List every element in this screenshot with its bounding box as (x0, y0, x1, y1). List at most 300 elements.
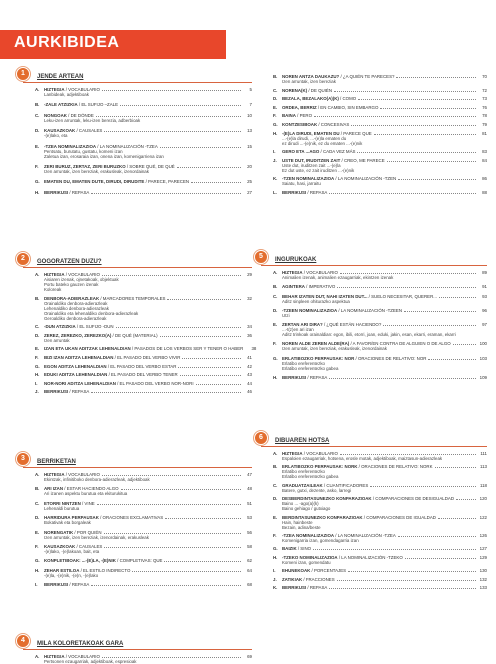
dot-leader (180, 372, 241, 376)
dot-leader (387, 158, 476, 162)
toc-entry-letter: D. (35, 515, 40, 521)
unit-items (261, 266, 487, 380)
unit-number: 5 (259, 253, 263, 260)
toc-entry-title-eu: KAUSAZKOAK (44, 543, 76, 549)
toc-entry-title-es: / DE QUÉ (MATERIAL) (111, 332, 158, 338)
dot-leader (91, 389, 241, 393)
toc-entry[interactable] (273, 568, 487, 573)
toc-entry-page: 5 (249, 87, 252, 92)
toc-entry[interactable] (273, 577, 487, 582)
toc-entry-title (282, 341, 451, 346)
toc-entry-title-es: / ¿QUÉ ESTÁN HACIENDO? (322, 322, 382, 328)
toc-entry[interactable] (273, 158, 487, 173)
toc-entry-letter: A. (35, 472, 40, 477)
toc-entry[interactable] (273, 483, 487, 493)
dot-leader (132, 568, 241, 572)
toc-entry-letter: J. (35, 389, 39, 395)
dot-leader (439, 294, 476, 298)
toc-entry-page: 81 (482, 130, 487, 136)
toc-entry-detail: Lehenaldiko denbora-adierazleak (44, 305, 109, 311)
toc-entry-title-eu: BIZI IZAN ADITZA LEHENALDIAN (44, 354, 114, 360)
unit-header (261, 434, 487, 447)
toc-entry-title-es: / VOCABULARIO (64, 87, 100, 92)
toc-entry-page: 38 (251, 346, 257, 352)
toc-entry-detail: Zaletua izan, erosaraia izan, onena izan, komenigarriena izan (44, 153, 164, 159)
toc-entry[interactable] (35, 272, 252, 292)
dot-leader (164, 558, 241, 562)
unit-section (23, 455, 252, 592)
toc-entry-title (282, 158, 385, 163)
toc-entry-title (44, 190, 89, 195)
toc-entry-letter: D. (273, 496, 278, 502)
toc-entry[interactable] (273, 533, 487, 543)
toc-entry[interactable] (273, 88, 487, 93)
unit-items (23, 650, 252, 664)
toc-entry-detail: Orainaldiko denbora-adierazleak (44, 300, 108, 306)
dot-leader (370, 483, 476, 487)
toc-entry-title (282, 190, 327, 195)
toc-entry[interactable] (35, 113, 252, 123)
toc-entry-title-es: / DE DÓNDE (66, 112, 94, 118)
toc-entry-title-eu: -TZEA NOMINALIZAZIOA (282, 532, 335, 538)
toc-entry-detail: Orainaldiko eta lehenaldiko denbora-adierazleak (44, 310, 139, 316)
unit-title[interactable]: JENDE ARTEAN (37, 74, 84, 80)
dot-leader (104, 544, 241, 548)
toc-entry-detail: Lehenaldi burutua (44, 505, 80, 511)
toc-entry-title (44, 113, 94, 118)
toc-entry-title-es: / REPASA (306, 189, 328, 195)
toc-entry-letter: F. (35, 543, 39, 549)
toc-entry-title-eu: -TZEN NOMINALIZAZIOA (282, 176, 335, 182)
unit-title[interactable]: GOGORATZEN DUZU? (37, 259, 102, 265)
toc-entry-page: 79 (482, 121, 487, 127)
dot-leader (453, 341, 476, 345)
toc-entry-title (44, 544, 102, 549)
toc-entry-title-es: / VOCABULARIO (64, 272, 100, 277)
toc-entry-title-eu: -DUN ATZIZKIA (44, 324, 76, 330)
toc-entry-letter: F. (273, 532, 277, 538)
toc-entry-detail: Erlatibo ereferentezko (282, 469, 325, 475)
toc-entry-detail: Izen arruntak, izen bereziak, erakusleak, izenordainak (44, 168, 149, 174)
toc-entry-title-eu: BERRIKUSI (282, 189, 307, 195)
toc-entry-page: 111 (480, 451, 487, 456)
toc-entry-title (282, 105, 378, 110)
toc-title: AURKIBIDEA (14, 34, 120, 51)
toc-entry[interactable] (35, 333, 252, 343)
toc-entry[interactable] (273, 284, 487, 289)
toc-entry-title-es: / CAUSALES (75, 543, 103, 549)
toc-entry-title-es: / REPASA (68, 389, 90, 395)
toc-entry-title (44, 654, 100, 659)
toc-entry[interactable] (273, 585, 487, 590)
toc-entry-title (44, 296, 165, 301)
toc-entry-title (44, 558, 162, 563)
toc-entry-page: 32 (247, 295, 252, 301)
dot-leader (398, 533, 476, 537)
toc-entry-letter: A. (35, 272, 40, 277)
toc-entry-title-es: / EL SUFIJO -DUN (75, 324, 114, 330)
unit-number: 1 (21, 70, 25, 77)
toc-entry-letter: K. (273, 584, 278, 590)
toc-entry-title-eu: GERO ETA ...AGO (282, 149, 320, 155)
toc-entry-letter: J. (273, 576, 277, 582)
toc-entry[interactable] (273, 322, 487, 337)
unit-section (21, 255, 257, 398)
toc-entry-title-es: / SOBRE QUÉ, DE QUÉ (125, 163, 175, 169)
toc-entry-page: 127 (479, 546, 487, 552)
toc-entry-title-eu: HIZTEGIA (44, 272, 65, 277)
toc-entry[interactable] (273, 356, 487, 371)
toc-entry-title-es: / EL PASADO DEL VERBO VIVIR (113, 354, 181, 360)
toc-entry[interactable] (273, 341, 487, 351)
toc-entry-title (44, 102, 118, 107)
toc-entry-detail: ez dirudi ...-(e)nik, ez du ematen ...-(e)nik (282, 140, 363, 146)
toc-entry-page: 84 (482, 157, 487, 163)
toc-entry[interactable] (35, 515, 252, 525)
toc-entry[interactable] (35, 381, 252, 386)
toc-entry-title-eu: ORDEA, BERRIZ (282, 104, 317, 110)
toc-entry-title-eu: -TZEKO NOMINALIZAZIOA (282, 554, 338, 560)
toc-entry-title-es: / VOCABULARIO (302, 451, 338, 456)
toc-entry-detail: Lanbideak, adjektiboak (44, 92, 89, 97)
toc-entry[interactable] (35, 179, 252, 184)
dot-leader (396, 74, 476, 78)
toc-entry-page: 89 (482, 270, 487, 275)
toc-entry-title (282, 176, 396, 181)
toc-entry-letter: H. (273, 130, 278, 136)
toc-entry-detail: -(e)lako, eta (44, 133, 68, 139)
dot-leader (329, 585, 476, 589)
toc-entry-title-es: / ORACIONES EXCLAMATIVAS (98, 515, 164, 521)
toc-entry-letter: B. (273, 74, 278, 79)
dot-leader (337, 284, 476, 288)
toc-entry[interactable] (273, 515, 487, 530)
toc-entry-title-es: / VINE (80, 500, 95, 506)
toc-entry-title-es: / ESTAR HACIENDO ALGO (63, 486, 119, 492)
toc-entry-letter: C. (273, 293, 278, 299)
dot-leader (405, 555, 476, 559)
dot-leader (383, 322, 476, 326)
toc-entry-letter: G. (35, 363, 40, 369)
toc-entry-detail: Komeni izan, gomendatu (282, 559, 331, 565)
unit-title[interactable]: BERRIKETAN (37, 459, 76, 465)
unit-items (23, 83, 252, 195)
toc-entry-letter: B. (273, 284, 278, 290)
toc-entry[interactable] (273, 131, 487, 146)
toc-entry-letter: D. (35, 332, 40, 338)
toc-entry-title (282, 483, 368, 488)
toc-entry-title-es: / REPASA (68, 189, 90, 195)
toc-entry-detail: Aditz trinkoak orainaldian: egon, ibili, etorri, joan, eduki, jakin, esan, ekarri, eraman, ekarri (282, 332, 456, 338)
toc-entry-title (282, 568, 346, 573)
toc-entry-title (282, 577, 335, 582)
toc-entry-title-es: / EN CAMBIO, SIN EMBARGO (316, 104, 379, 110)
unit-title[interactable]: DIBUAREN HOTSA (275, 438, 330, 444)
toc-entry-detail: Komenigarria izan, gomendagarria izan (282, 537, 359, 543)
toc-entry[interactable] (35, 364, 252, 369)
toc-entry-detail: Aditz sinpleen ohiturazko aspektua (282, 298, 350, 304)
toc-entry-page: 113 (480, 464, 487, 470)
toc-entry-letter: F. (35, 354, 39, 360)
toc-entry-letter: F. (273, 113, 277, 119)
toc-entry-title (282, 122, 349, 127)
toc-entry-page: 78 (482, 113, 487, 119)
toc-entry-title-eu: ZERI BURUZ, ZERTAZ, ZERI BURUZKO (44, 163, 126, 169)
toc-entry-page: 88 (482, 189, 487, 195)
toc-entry-title-es: / EL SUFIJO –ZALE (77, 102, 118, 108)
dot-leader (167, 296, 241, 300)
toc-entry-page: 130 (479, 568, 487, 574)
toc-entry[interactable] (35, 389, 252, 394)
toc-entry-page: 73 (482, 96, 487, 102)
toc-entry-title (44, 87, 100, 92)
toc-entry-page: 68 (247, 582, 252, 588)
toc-entry[interactable] (35, 486, 252, 496)
toc-entry-detail: Erlatibo ereferentezko gabea (282, 365, 339, 371)
toc-entry-title (282, 322, 381, 327)
toc-entry-page: 47 (247, 472, 252, 477)
toc-entry-page: 129 (479, 554, 487, 560)
toc-entry-letter: G. (35, 179, 40, 185)
toc-entry-title-es: / DE QUIÉN (307, 87, 333, 93)
dot-leader (404, 308, 476, 312)
toc-entry-letter: I. (273, 149, 276, 155)
unit-section (261, 434, 487, 593)
toc-entry-detail: Koloreak (44, 287, 62, 292)
toc-entry[interactable] (35, 164, 252, 174)
toc-entry[interactable] (273, 122, 487, 127)
toc-entry-title-eu: BERRIKUSI (44, 389, 69, 395)
toc-entry-title-es: / IMPERATIVO (304, 284, 336, 290)
dot-leader (116, 324, 241, 328)
toc-entry-letter: J. (273, 157, 277, 163)
toc-entry-letter: H. (35, 372, 40, 378)
toc-entry[interactable] (35, 346, 257, 352)
toc-entry-letter: I. (273, 568, 276, 574)
toc-entry[interactable] (35, 324, 252, 329)
toc-entry-title-eu: -(E)LA DIRUDI, EMATEN DU (282, 130, 340, 136)
toc-entry[interactable] (35, 530, 252, 540)
toc-entry[interactable] (273, 74, 487, 84)
toc-entry-page: 103 (479, 355, 487, 361)
toc-entry-title-es: / SUELO NECESITAR, QUERER... (367, 293, 437, 299)
unit-section (261, 253, 487, 384)
unit-items (23, 268, 257, 395)
toc-entry-title-eu: HIZTEGIA (44, 654, 65, 659)
toc-entry-title-es: / REPASA (306, 375, 328, 381)
toc-entry[interactable] (35, 654, 252, 664)
toc-entry[interactable] (273, 270, 487, 280)
unit-number-badge (16, 67, 30, 81)
toc-entry-title-eu: AGINTERA (282, 284, 305, 290)
dot-leader (191, 179, 241, 183)
toc-entry-title (282, 284, 335, 289)
toc-entry-page: 53 (247, 515, 252, 521)
toc-entry-letter: A. (273, 451, 278, 456)
toc-entry[interactable] (35, 190, 252, 195)
toc-entry-title (282, 533, 396, 538)
toc-entry-letter: E. (35, 143, 40, 149)
toc-entry[interactable] (35, 144, 252, 159)
toc-entry-page: 7 (249, 102, 252, 108)
toc-entry-title-es: / EL PASADO DEL VERBO TENER (107, 372, 178, 378)
toc-entry-detail: Bezain, adina/beste (282, 524, 321, 530)
dot-leader (178, 364, 241, 368)
unit-items (261, 447, 487, 590)
toc-entry[interactable] (273, 555, 487, 565)
toc-entry-letter: C. (273, 482, 278, 488)
toc-entry[interactable] (273, 113, 487, 118)
toc-entry[interactable] (273, 546, 487, 551)
dot-leader (357, 149, 476, 153)
toc-entry-title-eu: GRADUATZAILEAK (282, 482, 323, 488)
toc-entry-title (44, 272, 100, 277)
toc-entry-title-es: / REPASA (306, 584, 328, 590)
toc-entry-detail: Baino ... -ago(a)(k) (282, 501, 319, 507)
toc-entry[interactable] (35, 558, 252, 563)
toc-entry-page: 56 (247, 529, 252, 535)
dot-leader (102, 654, 241, 658)
unit-section-continued (261, 74, 487, 199)
dot-leader (314, 113, 476, 117)
dot-leader (104, 128, 241, 132)
toc-entry-title-eu: NORENA(K) (282, 87, 308, 93)
toc-entry-title-eu: NOR-NORI ADITZA LEHENALDIAN (44, 380, 116, 386)
toc-entry[interactable] (273, 96, 487, 101)
dot-leader (102, 472, 241, 476)
toc-entry[interactable] (35, 128, 252, 138)
toc-entry-title-es: / ORACIONES DE RELATIVO: NORK (357, 464, 433, 470)
toc-entry[interactable] (273, 149, 487, 154)
dot-leader (182, 355, 241, 359)
dot-leader (102, 87, 241, 91)
toc-entry-title (44, 355, 180, 360)
toc-entry-letter: I. (35, 582, 38, 588)
toc-entry[interactable] (273, 176, 487, 186)
toc-entry-title (44, 515, 163, 520)
toc-entry-page: 64 (247, 567, 252, 573)
toc-entry-title-eu: BERRIKUSI (44, 582, 69, 588)
unit-title[interactable]: MILA KOLORETAKOAK GARA (37, 641, 124, 647)
toc-entry-title (44, 179, 189, 184)
dot-leader (160, 333, 241, 337)
toc-entry-title-eu: -TZEEN NOMINALIZAZIOA (282, 307, 338, 313)
unit-number-badge (16, 252, 30, 266)
unit-title[interactable]: INGURUKOAK (275, 257, 317, 263)
dot-leader (329, 190, 476, 194)
toc-entry-title-es: / FRACCIONES (302, 576, 335, 582)
toc-entry-title-es: / COMO (338, 96, 357, 102)
dot-leader (351, 122, 476, 126)
toc-entry-title-eu: NONGOAK (44, 112, 67, 118)
toc-entry[interactable] (35, 296, 252, 321)
toc-entry[interactable] (273, 105, 487, 110)
toc-entry-title-eu: HIZTEGIA (44, 472, 65, 477)
toc-entry-title-eu: EGON ADITZA LEHENALDIAN (44, 363, 107, 369)
toc-entry-title-es: / VOCABULARIO (302, 270, 338, 275)
toc-entry-detail: Izen arruntak, izen bereziak, erakusleak, izenordainak (282, 346, 387, 352)
toc-entry-page: 126 (479, 532, 487, 538)
toc-entry-title-es: / CAUSALES (75, 128, 103, 134)
toc-entry[interactable] (273, 451, 487, 461)
toc-entry[interactable] (273, 294, 487, 304)
dot-leader (398, 176, 476, 180)
toc-entry[interactable] (35, 87, 252, 97)
toc-entry-letter: C. (35, 324, 40, 330)
toc-entry-title (282, 451, 338, 456)
toc-entry[interactable] (35, 568, 252, 578)
toc-entry[interactable] (35, 355, 252, 360)
toc-entry[interactable] (273, 308, 487, 318)
toc-entry[interactable] (35, 102, 252, 107)
toc-entry-detail: ...-(e)la dirudi, ...-(e)la ematen du (282, 135, 347, 141)
toc-entry[interactable] (35, 472, 252, 482)
dot-leader (340, 270, 476, 274)
toc-entry-title-eu: KONPLETIBOAK: ...-(E)LA, -(E)NIK (44, 558, 116, 564)
toc-entry-title-es: / EL PASADO DEL VERBO ESTAR (106, 363, 177, 369)
toc-entry-title (282, 149, 355, 154)
toc-entry-letter: F. (35, 163, 39, 169)
toc-entry[interactable] (273, 496, 487, 511)
toc-entry-title-eu: NOREN ANTZA DAUKAZU? (282, 74, 340, 79)
toc-entry-title-eu: BEZALA, BEZALAKO(A)(K) (282, 96, 339, 102)
toc-entry[interactable] (273, 190, 487, 195)
toc-entry-title (282, 585, 327, 590)
toc-entry-title-eu: EMATEN DU, EMATEN DUTE, DIRUDI, DIRUDITE (44, 179, 145, 185)
dot-leader (102, 272, 241, 276)
toc-entry[interactable] (35, 582, 252, 587)
toc-entry-title-es: / CONCESIVAS (317, 121, 350, 127)
toc-entry-detail: Baino gehiago / gutxiago (282, 506, 331, 512)
dot-leader (160, 144, 241, 148)
toc-entry-page: 48 (247, 486, 252, 492)
toc-entry-title-eu: ERLATIBOZKO PERPAUSAK: NOR (282, 355, 355, 361)
toc-entry-page: 46 (247, 389, 252, 395)
toc-entry-detail: Ari izanen aspektu burutua eta ekiturukitua (44, 491, 128, 497)
toc-entry[interactable] (273, 464, 487, 479)
toc-entry-page: 25 (247, 179, 252, 185)
toc-entry-title (282, 131, 372, 136)
toc-entry-title-es: / VOCABULARIO (64, 472, 100, 477)
toc-entry[interactable] (35, 544, 252, 554)
toc-entry-page: 100 (479, 341, 487, 347)
toc-entry-title-es: / COMPARACIONES DE IGUALDAD (362, 514, 436, 520)
toc-entry-detail: Izen arruntak, izen bereziak, izenordainak, erakusleak (44, 534, 149, 540)
toc-entry[interactable] (35, 372, 252, 377)
unit-header (261, 253, 487, 266)
toc-entry-page: 51 (247, 500, 252, 506)
unit-header (23, 455, 252, 468)
toc-entry-title-eu: IZAN ETA UKAN ADITZAK LEHENALDIAN (44, 346, 131, 352)
toc-entry[interactable] (273, 375, 487, 380)
toc-entry-title (44, 582, 89, 587)
dot-leader (97, 501, 241, 505)
dot-leader (121, 486, 241, 490)
toc-entry-title-eu: BEHAR IZATEN DUT, NAHI IZATEN DUT... (282, 293, 368, 299)
toc-entry-detail: -(e)la, -(e)nik, -(e)n, -(e)lako (44, 572, 99, 578)
toc-entry-title (44, 346, 243, 351)
toc-entry-title-es: / PASADOS DE LOS VERBOS SER Y TENER O HABER (130, 346, 244, 352)
toc-entry-page: 15 (247, 143, 252, 149)
toc-entry-title (282, 113, 312, 118)
toc-entry-page: 34 (247, 324, 252, 330)
toc-entry-detail: Animalien izenak, animalien ezaugarriak, ekintzen izenak (282, 275, 394, 280)
dot-leader (456, 496, 476, 500)
toc-entry-title-eu: ZERTAN ARI DIRA? (282, 322, 323, 328)
toc-entry[interactable] (35, 501, 252, 511)
dot-leader (374, 131, 476, 135)
toc-entry-title-es: / REPASA (68, 582, 90, 588)
